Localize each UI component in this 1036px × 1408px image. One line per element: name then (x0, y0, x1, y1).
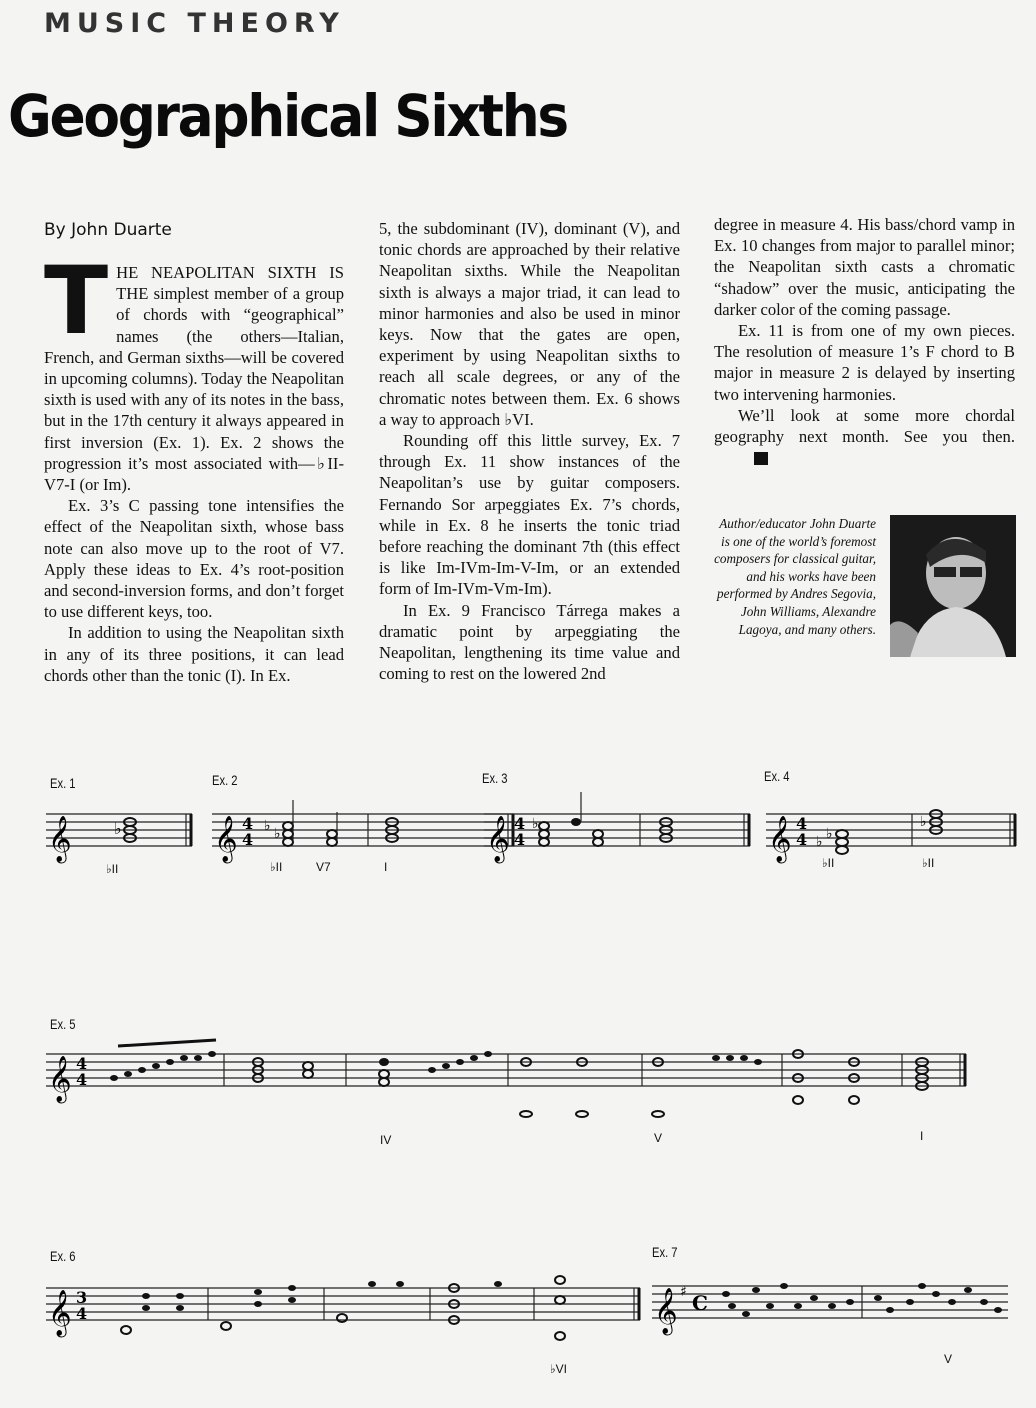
chord-symbol: ♭II (270, 860, 283, 874)
article-paragraph: We’ll look at some more chordal geography next month. See you then. (714, 405, 1015, 469)
svg-text:♭: ♭ (274, 826, 281, 842)
staff-ex6 (46, 1282, 646, 1352)
staff-ex2 (212, 800, 514, 864)
treble-clef-icon: 𝄞 (48, 1290, 72, 1336)
svg-text:4: 4 (796, 830, 808, 849)
treble-clef-icon: 𝄞 (214, 816, 238, 862)
example-label: Ex. 1 (50, 775, 76, 791)
svg-text:4: 4 (514, 814, 526, 833)
svg-text:♭: ♭ (264, 818, 271, 834)
treble-clef-icon: 𝄞 (768, 816, 792, 862)
treble-clef-icon: 𝄞 (48, 1056, 72, 1102)
treble-clef-icon: 𝄞 (654, 1288, 678, 1334)
example-label: Ex. 7 (652, 1244, 678, 1260)
author-photo (890, 515, 1016, 657)
article-paragraph: 5, the subdominant (IV), dominant (V), and tonic chords are approached by their relative Neapolitan sixths. While the Neapolitan sixth is always a major triad, it can lead to minor harmonies and also be used in minor keys. Now that the gates are open, experiment by using Neapolitan sixths to reach all scale degrees, or any of the chromatic notes between them. Ex. 6 shows a way to approach ♭VI. (379, 219, 680, 429)
chord-symbol: IV (380, 1133, 392, 1147)
treble-clef-icon: 𝄞 (486, 816, 510, 862)
chord-symbol: V (944, 1352, 953, 1366)
article-paragraph: THE NEAPOLITAN SIXTH IS THE simplest member of a group of chords with “geographical” names (the others—Italian, French, and German sixths—will be covered in upcoming columns). Today the Neapolitan sixth is used with any of its notes in the bass, but in the 17th century it always appeared in first inversion (Ex. 1). Ex. 2 shows the progression it’s most associated with—♭II-V7-I (or Im). (44, 247, 344, 495)
example-label: Ex. 5 (50, 1016, 76, 1032)
author-bio: Author/educator John Duarte is one of the world’s foremost composers for classical guitar, and his works have been performed by Andres Segovia, John Williams, Alexandre Lagoya, and many others. (714, 516, 876, 637)
chord-symbol: ♭II (922, 856, 935, 870)
svg-text:3: 3 (76, 1288, 88, 1307)
svg-text:4: 4 (796, 814, 808, 833)
svg-text:4: 4 (242, 830, 254, 849)
chord-symbol: ♭VI (550, 1362, 567, 1376)
article-paragraph: In addition to using the Neapolitan sixth in any of its three positions, it can lead chords other than the tonic (I). In Ex. (44, 623, 344, 685)
byline: By John Duarte (44, 220, 172, 240)
end-mark-icon (754, 452, 768, 465)
drop-cap: T (44, 247, 109, 356)
svg-text:♭: ♭ (826, 826, 833, 842)
staff-ex5 (46, 1048, 1016, 1118)
staff-ex7 (652, 1280, 1016, 1350)
svg-text:4: 4 (76, 1070, 88, 1089)
article-paragraph: Ex. 11 is from one of my own pieces. The resolution of measure 1’s F chord to B major in measure 2 is delayed by inserting two intervening harmonies. (714, 321, 1015, 404)
example-label: Ex. 3 (482, 770, 508, 786)
chord-symbol: I (384, 860, 388, 874)
article-column-3 (714, 214, 1015, 468)
staff-ex3 (484, 792, 750, 864)
example-label: Ex. 6 (50, 1248, 76, 1264)
svg-text:4: 4 (514, 830, 526, 849)
chord-symbol: ♭II (106, 862, 119, 876)
article-paragraph: In Ex. 9 Francisco Tárrega makes a dramatic point by arpeggiating the Neapolitan, lengthening its time value and coming to rest on the lowered 2nd (379, 600, 680, 684)
staff-ex1 (46, 814, 192, 864)
page-title: Geographical Sixths (8, 82, 567, 150)
chord-symbol: V (654, 1131, 663, 1145)
section-label: MUSIC THEORY (44, 8, 345, 39)
chord-symbol: ♭II (822, 856, 835, 870)
svg-text:4: 4 (76, 1054, 88, 1073)
svg-text:4: 4 (76, 1304, 88, 1323)
article-paragraph: Rounding off this little survey, Ex. 7 through Ex. 11 show instances of the Neapolitan’s use by guitar composers. Fernando Sor arpeggiates Ex. 7’s chords, while in Ex. 8 he inserts the tonic triad before reaching the dominant 7th (this effect is like Im-IVm-Im-V-Im, or an extended form of Im-IVm-Vm-Im). (379, 431, 680, 599)
article-column-1 (44, 247, 344, 686)
svg-text:♯: ♯ (680, 1284, 687, 1300)
svg-text:♭: ♭ (114, 819, 122, 838)
svg-text:♭: ♭ (920, 814, 927, 830)
chord-symbol: V7 (316, 860, 331, 874)
svg-text:♭: ♭ (816, 834, 823, 850)
article-column-2 (379, 218, 680, 684)
svg-text:♭: ♭ (532, 816, 539, 832)
example-label: Ex. 4 (764, 768, 790, 784)
chord-symbol: I (920, 1129, 924, 1143)
svg-text:4: 4 (242, 814, 254, 833)
staff-ex4 (766, 810, 1016, 864)
article-paragraph: degree in measure 4. His bass/chord vamp in Ex. 10 changes from major to parallel minor; the Neapolitan sixth casts a chromatic “shadow” over the music, anticipating the darker color of the coming passage. (714, 215, 1015, 319)
example-label: Ex. 2 (212, 772, 238, 788)
staff-row-1 (46, 808, 1016, 862)
svg-text:C: C (692, 1291, 708, 1315)
treble-clef-icon: 𝄞 (48, 816, 72, 862)
article-paragraph: Ex. 3’s C passing tone intensifies the effect of the Neapolitan sixth, whose bass note can also move up to the root of V7. Apply these ideas to Ex. 4’s root-position and second-inversion forms, and don’t forget to use different keys, too. (44, 496, 344, 622)
